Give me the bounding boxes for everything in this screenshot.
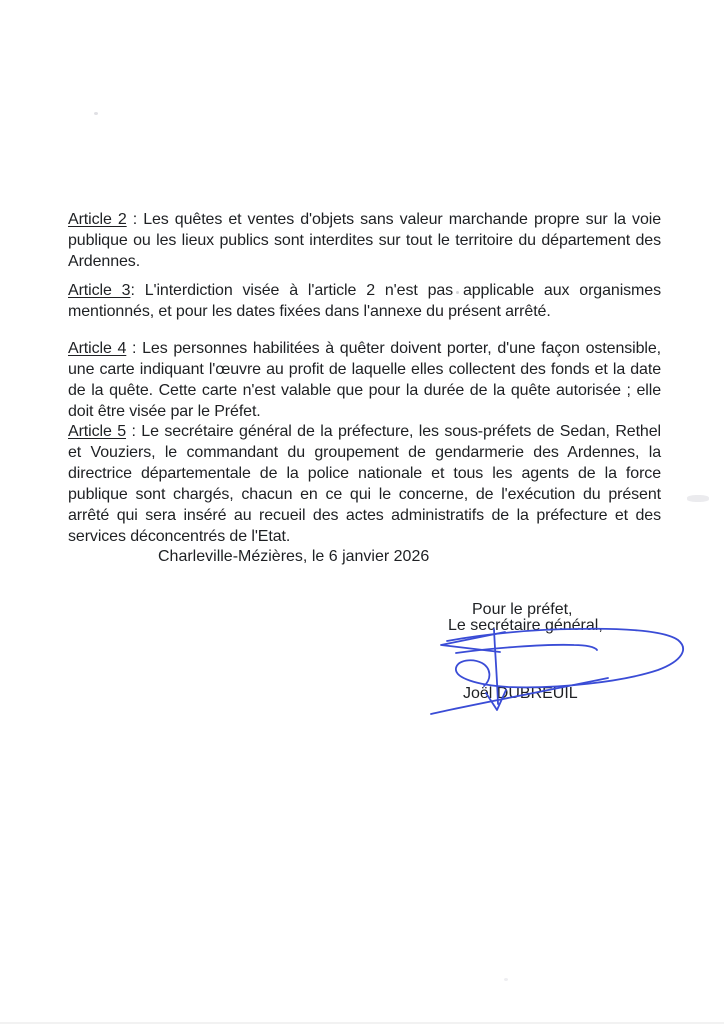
article-3-text: L'interdiction visée à l'article 2 n'est pas applicable aux organismes mentionnés, et pour les dates fixées dans l'annexe du présent arrêté. [68,282,661,320]
signature-stroke-loop [447,629,683,688]
scan-smudge [687,495,709,502]
scan-speck [504,978,508,981]
dateline: Charleville-Mézières, le 6 janvier 2026 [158,548,430,565]
signature-scribble [415,615,710,725]
article-5-separator: : [126,423,142,440]
article-2-paragraph [68,209,661,272]
article-4-separator: : [126,340,143,357]
article-3-paragraph [68,280,661,322]
article-4-text: Les personnes habilitées à quêter doivent porter, d'une façon ostensible, une carte indiquant l'œuvre au profit de laquelle elles collectent des fonds et la date de la quête. Cette carte n'est valable que pour la durée de la quête autorisée ; elle doit être visée par le Préfet. [68,340,661,420]
signoff-line-2: Le secrétaire général, [448,617,603,634]
article-2-text: Les quêtes et ventes d'objets sans valeur marchande propre sur la voie publique ou les lieux publics sont interdites sur tout le territoire du département des Ardennes. [68,211,661,270]
article-5-label: Article 5 [68,423,127,440]
article-2-separator: : [126,211,144,228]
article-3-label: Article 3 [68,282,131,299]
article-5-paragraph [68,421,661,547]
signature-stroke-diagonal [431,678,608,714]
article-4-label: Article 4 [68,340,127,357]
article-4-paragraph [68,338,661,422]
article-2-label: Article 2 [68,211,127,228]
article-3-separator: : [130,282,145,299]
scan-speck [94,112,98,115]
signoff-line-1: Pour le préfet, [472,601,573,618]
signer-name: Joël DUBREUIL [463,685,578,702]
article-5-text: Le secrétaire général de la préfecture, les sous-préfets de Sedan, Rethel et Vouziers, le commandant du groupement de gendarmerie des Ardennes, la directrice départementale de la police nationale et tous les agents de la force publique sont chargés, chacun en ce qui le concerne, de l'exécution du présent arrêté qui sera inséré au recueil des actes administratifs de la préfecture et des services déconcentrés de l'Etat. [68,423,661,545]
